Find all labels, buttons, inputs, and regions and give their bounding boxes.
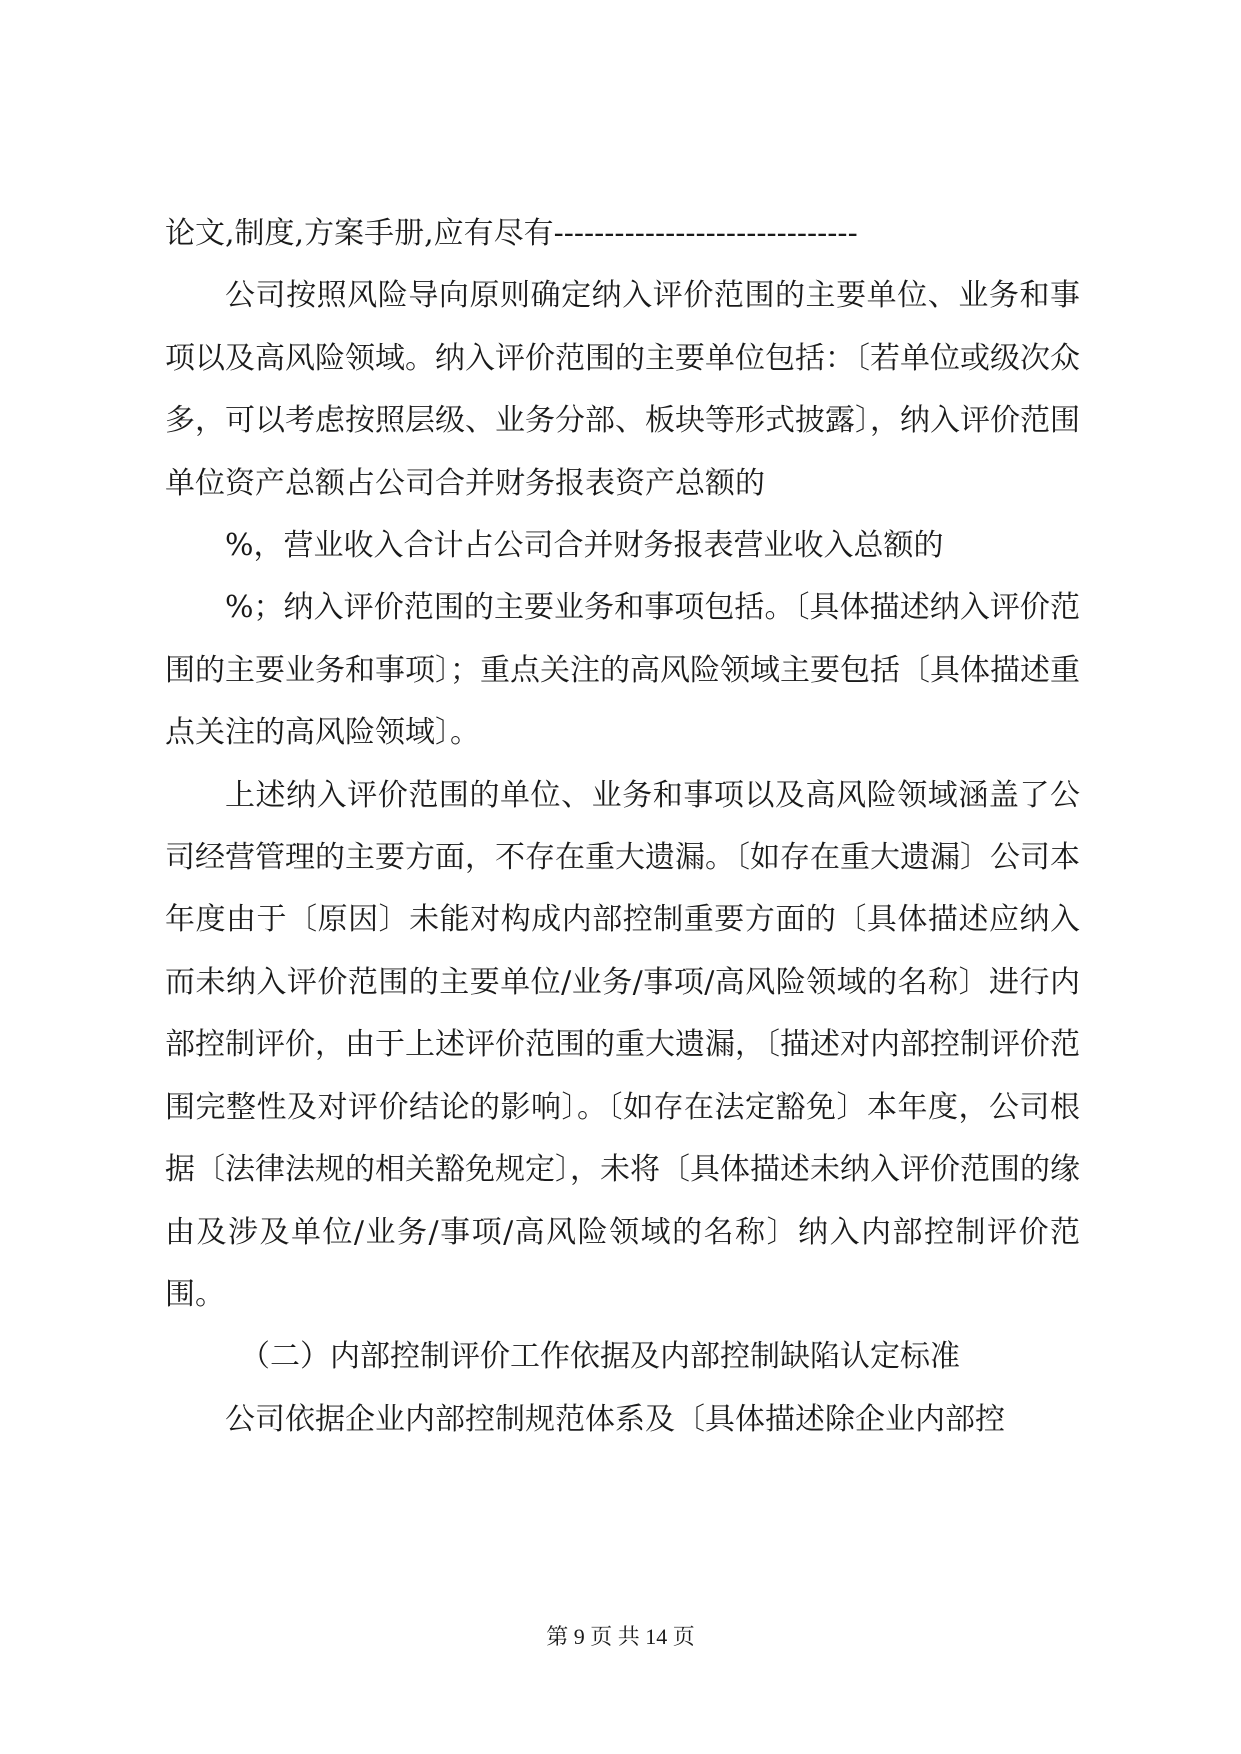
paragraph-revenue-share: %，营业收入合计占公司合并财务报表营业收入总额的 [225, 528, 944, 564]
page-number-footer: 第 9 页 共 14 页 [546, 1624, 695, 1649]
paragraph-business-matters: %；纳入评价范围的主要业务和事项包括。〔具体描述纳入评价范围的主要业务和事项〕；重点关注的高风险领域主要包括〔具体描述重点关注的高风险领域〕。 [165, 590, 1080, 751]
section-subheading: （二）内部控制评价工作依据及内部控制缺陷认定标准 [240, 1339, 960, 1375]
header-line: 论文,制度,方案手册,应有尽有------------------------------ [165, 216, 858, 251]
document-body [165, 203, 1080, 1451]
paragraph-omissions: 上述纳入评价范围的单位、业务和事项以及高风险领域涵盖了公司经营管理的主要方面，不存在重大遗漏。〔如存在重大遗漏〕公司本年度由于〔原因〕未能对构成内部控制重要方面的〔具体描述应纳入而未纳入评价范围的主要单位/业务/事项/高风险领域的名称〕进行内部控制评价，由于上述评价范围的重大遗漏，〔描述对内部控制评价范围完整性及对评价结论的影响〕。〔如存在法定豁免〕本年度，公司根据〔法律法规的相关豁免规定〕，未将〔具体描述未纳入评价范围的缘由及涉及单位/业务/事项/高风险领域的名称〕纳入内部控制评价范围。 [165, 777, 1080, 1312]
paragraph-evaluation-basis: 公司依据企业内部控制规范体系及〔具体描述除企业内部控 [225, 1401, 1005, 1437]
paragraph-evaluation-scope: 公司按照风险导向原则确定纳入评价范围的主要单位、业务和事项以及高风险领域。纳入评价范围的主要单位包括：〔若单位或级次众多，可以考虑按照层级、业务分部、板块等形式披露〕，纳入评价范围单位资产总额占公司合并财务报表资产总额的 [165, 278, 1080, 501]
